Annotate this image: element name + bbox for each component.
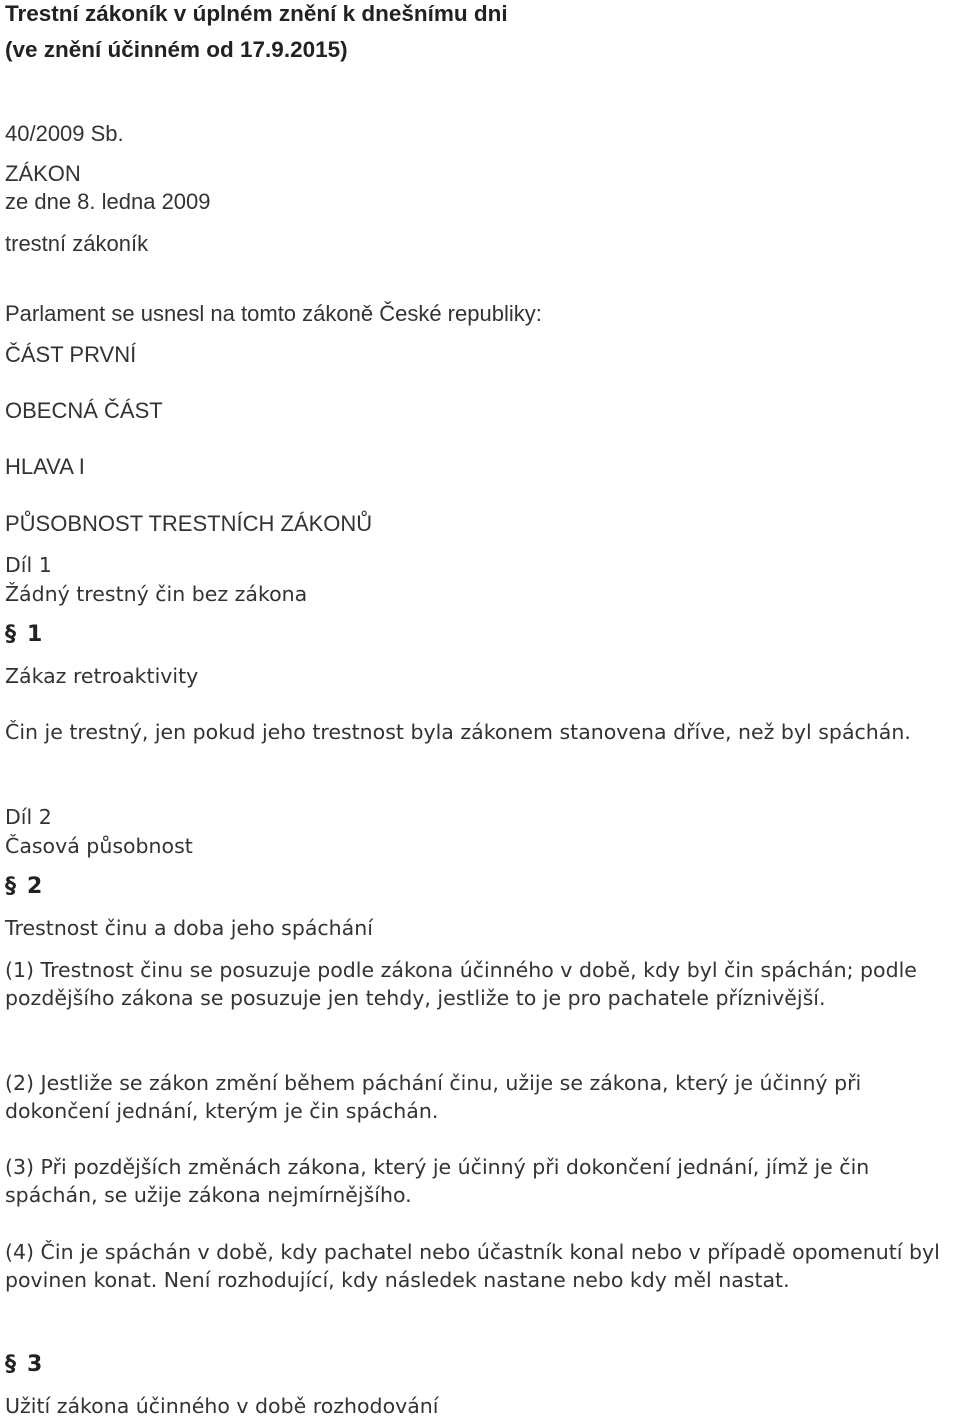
section-heading: [5, 873, 42, 901]
document-title: Trestní zákoník v úplném znění k dnešnímu dni: [5, 1, 508, 26]
law-name: trestní zákoník: [5, 231, 149, 256]
section-paragraph: Čin je trestný, jen pokud jeho trestnost byla zákonem stanovena dříve, než byl spáchán.: [5, 720, 911, 744]
section-number: 2: [27, 874, 43, 899]
law-type: ZÁKON: [5, 161, 81, 186]
section-paragraph: (4) Čin je spáchán v době, kdy pachatel nebo účastník konal nebo v případě opomenutí byl povinen konat. Není rozhodující, kdy následek nastane nebo kdy měl nastat.: [5, 1240, 940, 1292]
section-symbol: §: [5, 1352, 16, 1377]
section-paragraph: (3) Při pozdějších změnách zákona, který je účinný při dokončení jednání, jímž je čin spáchán, se užije zákona nejmírnějšího.: [5, 1155, 870, 1207]
section-symbol: §: [5, 622, 16, 647]
section-title: Zákaz retroaktivity: [5, 664, 199, 688]
head-heading: HLAVA I: [5, 454, 85, 479]
document-subtitle: (ve znění účinném od 17.9.2015): [5, 37, 348, 62]
division-label: Díl 2: [5, 805, 52, 829]
section-title: Trestnost činu a doba jeho spáchání: [5, 916, 373, 940]
section-symbol: §: [5, 874, 16, 899]
part-heading: ČÁST PRVNÍ: [5, 342, 137, 367]
section-heading: [5, 1351, 42, 1379]
section-number: 1: [27, 622, 43, 647]
part-name: OBECNÁ ČÁST: [5, 398, 163, 423]
law-preamble: Parlament se usnesl na tomto zákoně České republiky:: [5, 301, 542, 326]
division-title: Časová působnost: [5, 834, 193, 858]
section-heading: [5, 621, 42, 649]
head-name: PŮSOBNOST TRESTNÍCH ZÁKONŮ: [5, 511, 373, 536]
law-date: ze dne 8. ledna 2009: [5, 189, 211, 214]
section-number: 3: [27, 1352, 43, 1377]
section-title: Užití zákona účinného v době rozhodování: [5, 1394, 439, 1418]
section-paragraph: (1) Trestnost činu se posuzuje podle zákona účinného v době, kdy byl čin spáchán; podle pozdějšího zákona se posuzuje jen tehdy, jestliže to je pro pachatele příznivější.: [5, 958, 917, 1010]
law-number: 40/2009 Sb.: [5, 121, 124, 146]
division-title: Žádný trestný čin bez zákona: [5, 582, 308, 606]
division-label: Díl 1: [5, 553, 52, 577]
section-paragraph: (2) Jestliže se zákon změní během páchání činu, užije se zákona, který je účinný při dokončení jednání, kterým je čin spáchán.: [5, 1071, 862, 1123]
